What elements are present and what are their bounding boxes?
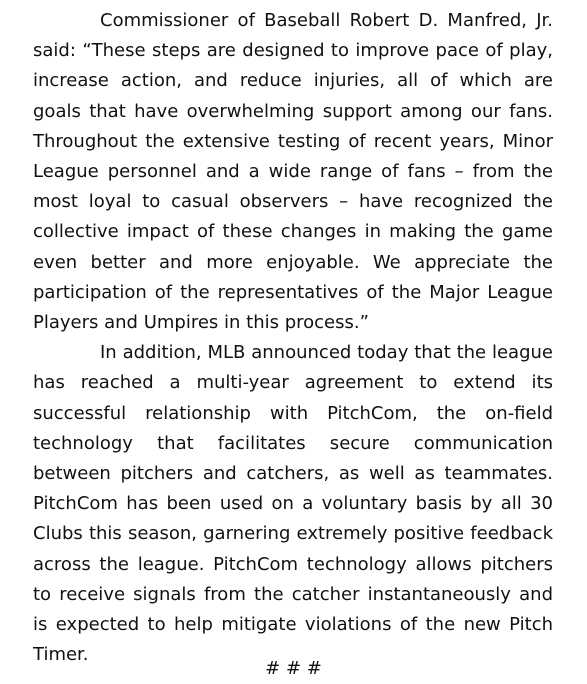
- end-mark: # # #: [265, 658, 322, 679]
- paragraph-commissioner-quote: Commissioner of Baseball Robert D. Manfred, Jr. said: “These steps are designed to improve pace of play, increase action, and reduce injuries, all of which are goals that have overwhelming support among our fans. Throughout the extensive testing of recent years, Minor League personnel and a wide range of fans – from the most loyal to casual observers – have recognized the collective impact of these changes in making the game even better and more enjoyable. We appreciate the participation of the representatives of the Major League Players and Umpires in this process.”: [33, 10, 553, 334]
- paragraph-pitchcom-agreement: In addition, MLB announced today that the league has reached a multi-year agreement to extend its successful relationship with PitchCom, the on-field technology that facilitates secure communication between pitchers and catchers, as well as teammates. PitchCom has been used on a voluntary basis by all 30 Clubs this season, garnering extremely positive feedback across the league. PitchCom technology allows pitchers to receive signals from the catcher instantaneously and is expected to help mitigate violations of the new Pitch Timer.: [33, 342, 553, 666]
- document-body: [33, 6, 553, 670]
